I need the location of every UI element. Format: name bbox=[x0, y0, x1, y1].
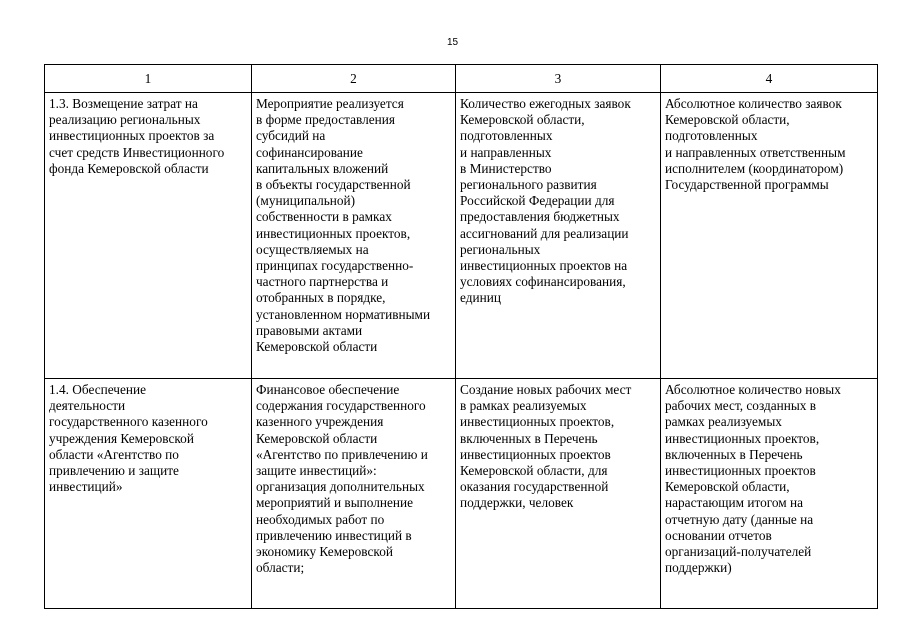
cell-text-line: Кемеровской области bbox=[256, 339, 378, 355]
table-row bbox=[45, 93, 878, 379]
cell-text-line: осуществляемых на bbox=[256, 241, 369, 257]
cell-text-line: условиях софинансирования, bbox=[460, 274, 626, 290]
cell-text-line: частного партнерства и bbox=[256, 274, 389, 290]
cell-text-line: софинансирование bbox=[256, 144, 363, 160]
cell-text-line: счет средств Инвестиционного bbox=[49, 144, 225, 160]
cell-text-line: содержания государственного bbox=[256, 398, 426, 414]
cell-text-line: единиц bbox=[460, 290, 501, 306]
table-row bbox=[45, 379, 878, 609]
cell-text-line: в Министерство bbox=[460, 160, 552, 176]
cell-text-line: и направленных ответственным bbox=[665, 144, 846, 160]
cell-text-line: инвестиций» bbox=[49, 479, 123, 495]
cell-text-line: включенных в Перечень bbox=[665, 446, 803, 462]
cell-text-line: (муниципальной) bbox=[256, 193, 356, 209]
column-header: 1 bbox=[45, 65, 252, 93]
cell-text-line: установленном нормативными bbox=[256, 306, 431, 322]
cell-text-line: инвестиционных проектов bbox=[665, 463, 816, 479]
cell-calculation-method bbox=[661, 379, 878, 609]
cell-text-line: учреждения Кемеровской bbox=[49, 430, 194, 446]
table-header-row bbox=[45, 65, 878, 93]
cell-text-line: рамках реализуемых bbox=[665, 414, 782, 430]
cell-text-line: поддержки, человек bbox=[460, 495, 574, 511]
cell-text-line: в форме предоставления bbox=[256, 112, 395, 128]
cell-text-line: Количество ежегодных заявок bbox=[460, 96, 631, 111]
cell-text-line: Мероприятие реализуется bbox=[256, 96, 404, 111]
cell-text-line: инвестиционных проектов, bbox=[460, 414, 615, 430]
cell-text-line: инвестиционных проектов, bbox=[665, 430, 820, 446]
cell-text-line: области «Агентство по bbox=[49, 446, 179, 462]
cell-text-line: мероприятий и выполнение bbox=[256, 495, 414, 511]
cell-text-line: привлечению инвестиций в bbox=[256, 527, 412, 543]
cell-text-line: деятельности bbox=[49, 398, 126, 414]
cell-text-line: субсидий на bbox=[256, 128, 326, 144]
cell-text-line: подготовленных bbox=[460, 128, 553, 144]
cell-text-line: необходимых работ по bbox=[256, 511, 385, 527]
cell-text-line: организация дополнительных bbox=[256, 479, 425, 495]
cell-text-line: региональных bbox=[460, 241, 541, 257]
cell-text-line: Абсолютное количество новых bbox=[665, 382, 841, 397]
cell-indicator bbox=[456, 379, 661, 609]
cell-text-line: Кемеровской области, bbox=[665, 112, 790, 128]
cell-text-line: Финансовое обеспечение bbox=[256, 382, 400, 397]
measures-table bbox=[44, 64, 878, 609]
cell-text-line: Абсолютное количество заявок bbox=[665, 96, 842, 111]
column-header: 4 bbox=[661, 65, 878, 93]
cell-text-line: отобранных в порядке, bbox=[256, 290, 386, 306]
cell-text-line: инвестиционных проектов bbox=[460, 446, 611, 462]
cell-indicator bbox=[456, 93, 661, 379]
cell-text-line: принципах государственно- bbox=[256, 258, 414, 274]
cell-measure-name bbox=[45, 93, 252, 379]
cell-measure-description bbox=[252, 93, 456, 379]
cell-text-line: включенных в Перечень bbox=[460, 430, 598, 446]
cell-text-line: Создание новых рабочих мест bbox=[460, 382, 632, 397]
cell-text-line: рабочих мест, созданных в bbox=[665, 398, 817, 414]
cell-text-line: организаций-получателей bbox=[665, 544, 812, 560]
cell-text-line: привлечению и защите bbox=[49, 463, 179, 479]
cell-text-line: поддержки) bbox=[665, 560, 732, 576]
cell-text-line: 1.4. Обеспечение bbox=[49, 382, 147, 397]
cell-text-line: в рамках реализуемых bbox=[460, 398, 587, 414]
cell-text-line: в объекты государственной bbox=[256, 177, 411, 193]
cell-text-line: правовыми актами bbox=[256, 322, 363, 338]
cell-text-line: Кемеровской области, bbox=[665, 479, 790, 495]
cell-text-line: собственности в рамках bbox=[256, 209, 392, 225]
cell-text-line: «Агентство по привлечению и bbox=[256, 446, 428, 462]
cell-text-line: и направленных bbox=[460, 144, 552, 160]
cell-measure-name bbox=[45, 379, 252, 609]
cell-text-line: Российской Федерации для bbox=[460, 193, 615, 209]
cell-text-line: реализацию региональных bbox=[49, 112, 201, 128]
column-header: 2 bbox=[252, 65, 456, 93]
cell-text-line: нарастающим итогом на bbox=[665, 495, 804, 511]
cell-text-line: государственного казенного bbox=[49, 414, 208, 430]
cell-text-line: экономику Кемеровской bbox=[256, 544, 393, 560]
cell-text-line: подготовленных bbox=[665, 128, 758, 144]
cell-text-line: инвестиционных проектов на bbox=[460, 258, 628, 274]
cell-text-line: защите инвестиций»: bbox=[256, 463, 377, 479]
cell-text-line: инвестиционных проектов за bbox=[49, 128, 215, 144]
cell-text-line: оказания государственной bbox=[460, 479, 609, 495]
cell-text-line: казенного учреждения bbox=[256, 414, 384, 430]
cell-text-line: 1.3. Возмещение затрат на bbox=[49, 96, 198, 111]
cell-text-line: инвестиционных проектов, bbox=[256, 225, 411, 241]
cell-calculation-method bbox=[661, 93, 878, 379]
column-header: 3 bbox=[456, 65, 661, 93]
cell-text-line: исполнителем (координатором) bbox=[665, 160, 844, 176]
cell-text-line: Кемеровской области, для bbox=[460, 463, 608, 479]
cell-text-line: регионального развития bbox=[460, 177, 597, 193]
cell-text-line: основании отчетов bbox=[665, 527, 772, 543]
cell-text-line: Кемеровской области, bbox=[460, 112, 585, 128]
cell-text-line: ассигнований для реализации bbox=[460, 225, 629, 241]
cell-text-line: Кемеровской области bbox=[256, 430, 378, 446]
cell-text-line: фонда Кемеровской области bbox=[49, 160, 209, 176]
cell-text-line: Государственной программы bbox=[665, 177, 829, 193]
cell-text-line: предоставления бюджетных bbox=[460, 209, 620, 225]
page-number: 15 bbox=[446, 37, 459, 48]
cell-text-line: отчетную дату (данные на bbox=[665, 511, 814, 527]
cell-text-line: области; bbox=[256, 560, 305, 576]
cell-text-line: капитальных вложений bbox=[256, 160, 389, 176]
cell-measure-description bbox=[252, 379, 456, 609]
